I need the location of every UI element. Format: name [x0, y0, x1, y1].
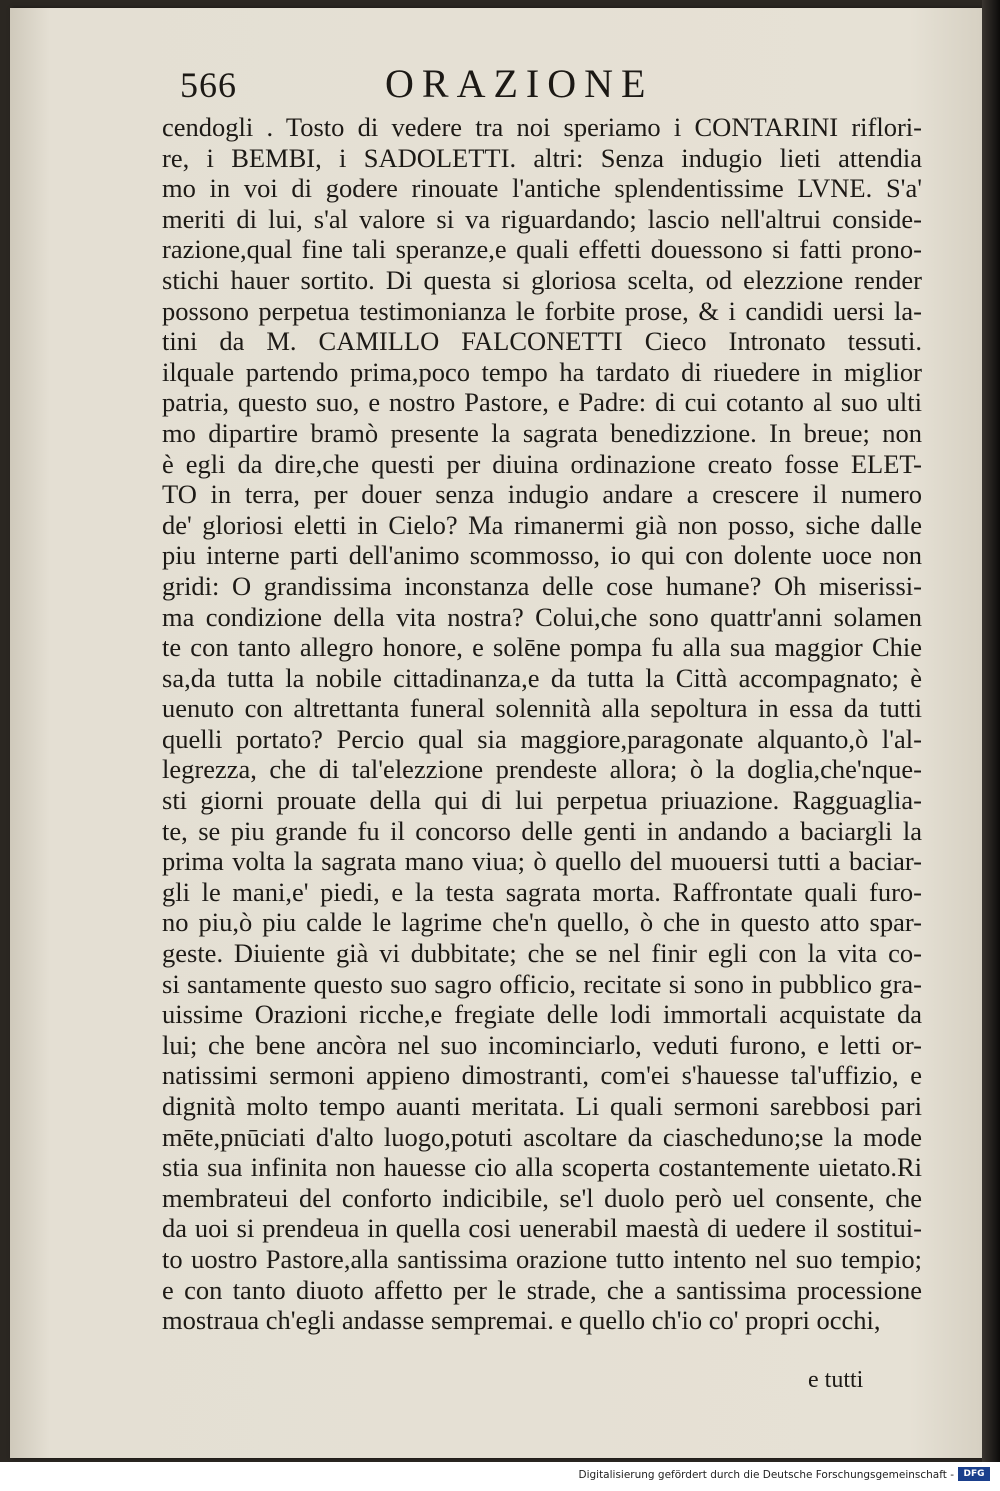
text-line: stia sua infinita non hauesse cio alla scoperta costantemente uietato.Ri [162, 1152, 922, 1183]
text-line: sa,da tutta la nobile cittadinanza,e da tutta la Città accompagnato; è [162, 662, 922, 693]
text-line: te, se piu grande fu il concorso delle genti in andando a baciargli la [162, 815, 922, 846]
text-line: re, i BEMBI, i SADOLETTI. altri: Senza indugio lieti attendia [162, 142, 922, 173]
page-header [180, 58, 740, 108]
text-line: quelli portato? Percio qual sia maggiore,paragonate alquanto,ò l'al- [162, 723, 922, 754]
text-line: sti giorni prouate della qui di lui perpetua priuazione. Ragguaglia- [162, 785, 922, 816]
text-line: legrezza, che di tal'elezzione prendeste allora; ò la doglia,che'nque- [162, 754, 922, 785]
text-line: stichi hauer sortito. Di questa si gloriosa scelta, od elezzione render [162, 264, 922, 295]
text-line: patria, questo suo, e nostro Pastore, e Padre: di cui cotanto al suo ulti [162, 387, 922, 418]
text-line: possono perpetua testimonianza le forbite prose, & i candidi uersi la- [162, 295, 922, 326]
text-line: piu interne parti dell'animo scommosso, io qui con dolente uoce non [162, 540, 922, 571]
running-head: ORAZIONE [385, 61, 654, 106]
body-text [162, 112, 922, 1336]
text-line: mēte,pnūciati d'alto luogo,potuti ascoltare da ciascheduno;se la mode [162, 1121, 922, 1152]
text-line: TO in terra, per douer senza indugio andare a crescere il numero [162, 479, 922, 510]
text-line: mo in voi di godere rinouate l'antiche splendentissime LVNE. S'a' [162, 173, 922, 204]
book-spine [982, 0, 1000, 1462]
funding-credit: Digitalisierung gefördert durch die Deutsche Forschungsgemeinschaft - [578, 1469, 954, 1481]
text-line: uenuto con altrettanta funeral solennità alla sepoltura in essa da tutti [162, 693, 922, 724]
text-line: de' gloriosi eletti in Cielo? Ma rimanermi già non posso, siche dalle [162, 509, 922, 540]
text-line: mostraua ch'egli andasse sempremai. e quello ch'io co' propri occhi, [162, 1305, 881, 1336]
text-line: gli le mani,e' piedi, e la testa sagrata morta. Raffrontate quali furo- [162, 876, 922, 907]
text-line: ilquale partendo prima,poco tempo ha tardato di riuedere in miglior [162, 356, 922, 387]
text-line: prima volta la sagrata mano viua; ò quello del muouersi tutti a baciar- [162, 846, 922, 877]
text-line: to uostro Pastore,alla santissima orazione tutto intento nel suo tempio; [162, 1243, 922, 1274]
text-line: natissimi sermoni appieno dimostranti, com'ei s'hauesse tal'uffizio, e [162, 1060, 922, 1091]
text-line: gridi: O grandissima inconstanza delle cose humane? Oh miserissi- [162, 570, 922, 601]
text-line: cendogli . Tosto di vedere tra noi speriamo i CONTARINI riflori- [162, 112, 922, 142]
catchword: e tutti [808, 1367, 864, 1393]
text-line: membrateui del conforto indicibile, se'l duolo però uel consente, che [162, 1182, 922, 1213]
text-line: no piu,ò piu calde le lagrime che'n quello, ò che in questo atto spar- [162, 907, 922, 938]
text-line: dignità molto tempo auanti meritata. Li quali sermoni sarebbosi pari [162, 1091, 922, 1121]
text-line: meriti di lui, s'al valore si va riguardando; lascio nell'altrui conside- [162, 203, 922, 234]
text-line: lui; che bene ancòra nel suo incominciarlo, veduti furono, e letti or- [162, 1029, 922, 1060]
text-line: razione,qual fine tali speranze,e quali effetti douessono si fatti prono- [162, 234, 922, 265]
text-line: ma condizione della vita nostra? Colui,che sono quattr'anni solamen [162, 601, 922, 632]
page-number: 566 [180, 65, 237, 105]
text-line: geste. Diuiente già vi dubbitate; che se nel finir egli con la vita co- [162, 938, 922, 969]
text-line: da uoi si prendeua in quella cosi uenerabil maestà di uedere il sostitui- [162, 1213, 922, 1244]
text-line: e con tanto diuoto affetto per le strade, che a santissima processione [162, 1274, 922, 1305]
dfg-logo: DFG [958, 1467, 990, 1481]
text-line: si santamente questo suo sagro officio, recitate si sono in pubblico gra- [162, 968, 922, 999]
text-line: mo dipartire bramò presente la sagrata benedizzione. In breue; non [162, 417, 922, 448]
footer [0, 1462, 1000, 1491]
text-line: te con tanto allegro honore, e solēne pompa fu alla sua maggior Chie [162, 632, 922, 663]
text-line: uissime Orazioni ricche,e fregiate delle lodi immortali acquistate da [162, 999, 922, 1030]
text-line: è egli da dire,che questi per diuina ordinazione creato fosse ELET- [162, 448, 922, 479]
text-line: tini da M. CAMILLO FALCONETTI Cieco Intronato tessuti. [162, 326, 922, 357]
